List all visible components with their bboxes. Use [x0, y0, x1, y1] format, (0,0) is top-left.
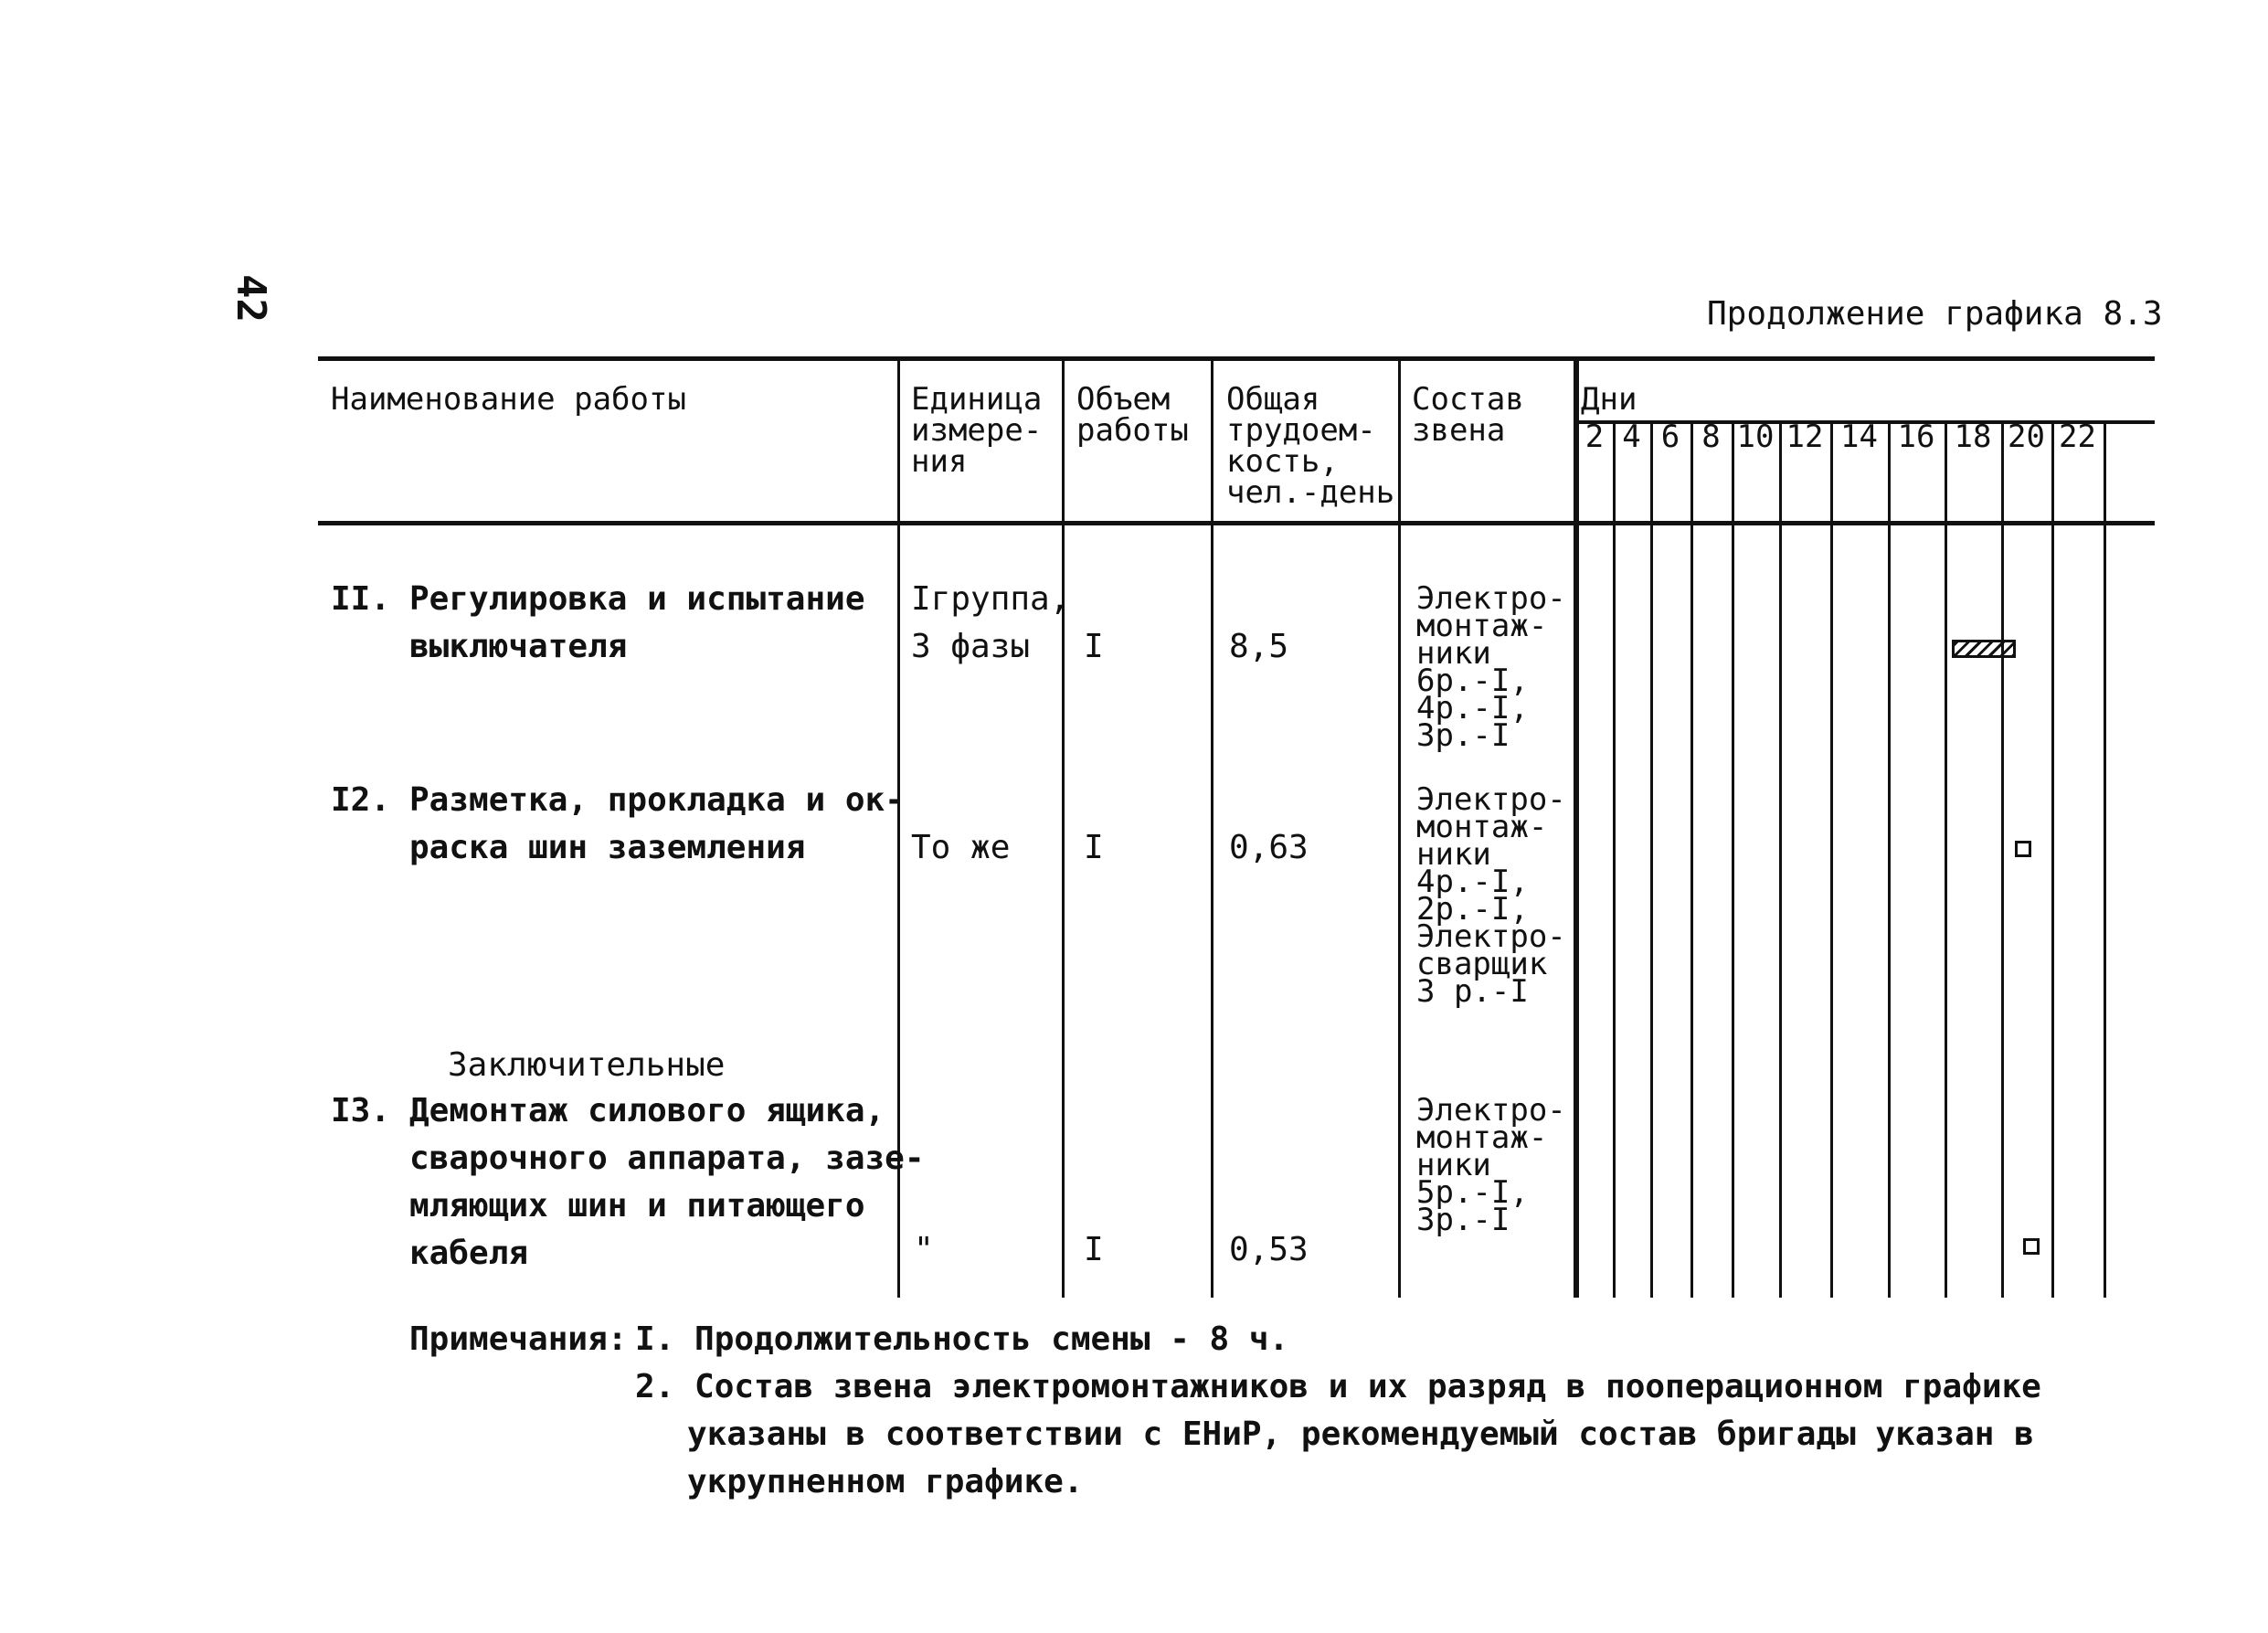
day-column-divider — [1945, 422, 1947, 1298]
header-volume: Объем работы — [1076, 381, 1189, 449]
day-label: 22 — [2059, 419, 2096, 455]
column-divider — [1398, 359, 1401, 1298]
day-column-divider — [2051, 422, 2054, 1298]
day-column-divider — [1650, 422, 1653, 1298]
schedule-mark — [2023, 1238, 2040, 1255]
header-crew: Состав звена — [1412, 381, 1524, 449]
row-name: Регулировка и испытание выключателя — [409, 580, 865, 665]
header-days: Дни — [1581, 381, 1637, 418]
day-column-divider — [1690, 422, 1693, 1298]
row-volume: I — [1084, 628, 1104, 665]
day-column-divider — [1732, 422, 1734, 1298]
row-unit: То же — [911, 829, 1011, 866]
header-unit: Единица измере- ния — [911, 381, 1043, 480]
day-column-divider — [1888, 422, 1891, 1298]
note-line: I. Продолжительность смены - 8 ч. — [635, 1320, 1289, 1358]
header-labor: Общая трудоем- кость, чел.-день — [1226, 381, 1395, 511]
row-name: Демонтаж силового ящика, сварочного аппарата, зазе- мляющих шин и питающего кабеля — [409, 1092, 925, 1272]
row-crew: Электро- монтаж- ники 4р.-I, 2р.-I, Электро- сварщик 3 р.-I — [1416, 781, 1566, 1010]
continuation-title: Продолжение графика 8.3 — [1707, 295, 2163, 333]
day-label: 12 — [1786, 419, 1824, 455]
column-divider — [1062, 359, 1065, 1298]
row-unit: " — [914, 1231, 934, 1268]
row-crew: Электро- монтаж- ники 5р.-I, 3р.-I — [1416, 1092, 1566, 1238]
day-label: 2 — [1584, 419, 1605, 455]
row-labor: 8,5 — [1229, 628, 1289, 665]
header-bottom-rule — [318, 521, 2155, 525]
day-label: 10 — [1736, 419, 1775, 455]
header-name: Наименование работы — [331, 381, 686, 418]
note-line: 2. Состав звена электромонтажников и их разряд в пооперационном графике — [635, 1368, 2041, 1405]
notes-label: Примечания: — [409, 1320, 628, 1358]
row-labor: 0,63 — [1229, 829, 1309, 866]
schedule-bar — [1952, 640, 2016, 658]
row-number: II. — [331, 580, 391, 618]
row-number: I2. — [331, 781, 391, 819]
day-label: 16 — [1897, 419, 1935, 455]
day-label: 4 — [1622, 419, 1641, 455]
note-line: указаны в соответствии с ЕНиР, рекомендуемый состав бригады указан в — [687, 1416, 2034, 1453]
day-label: 8 — [1701, 419, 1721, 455]
day-label: 20 — [2008, 419, 2045, 455]
day-label: 14 — [1840, 419, 1878, 455]
page-number: 42 — [228, 274, 274, 323]
note-line: укрупненном графике. — [687, 1463, 1084, 1500]
day-column-divider — [1576, 359, 1579, 1298]
table-top-rule — [318, 356, 2155, 361]
day-label: 6 — [1660, 419, 1680, 455]
section-title: Заключительные — [448, 1046, 726, 1084]
row-unit: Iгруппа, 3 фазы — [911, 580, 1070, 665]
row-volume: I — [1084, 829, 1104, 866]
schedule-mark — [2015, 841, 2031, 857]
day-column-divider — [1779, 422, 1782, 1298]
row-number: I3. — [331, 1092, 391, 1129]
row-volume: I — [1084, 1231, 1104, 1268]
day-column-divider — [1613, 422, 1616, 1298]
row-name: Разметка, прокладка и ок- раска шин заземления — [409, 781, 905, 866]
row-crew: Электро- монтаж- ники 6р.-I, 4р.-I, 3р.-I — [1416, 580, 1566, 754]
row-labor: 0,53 — [1229, 1231, 1309, 1268]
day-label: 18 — [1954, 419, 1992, 455]
day-column-divider — [1830, 422, 1833, 1298]
column-divider — [1211, 359, 1213, 1298]
day-column-divider — [2001, 422, 2004, 1298]
day-column-divider — [2104, 422, 2106, 1298]
